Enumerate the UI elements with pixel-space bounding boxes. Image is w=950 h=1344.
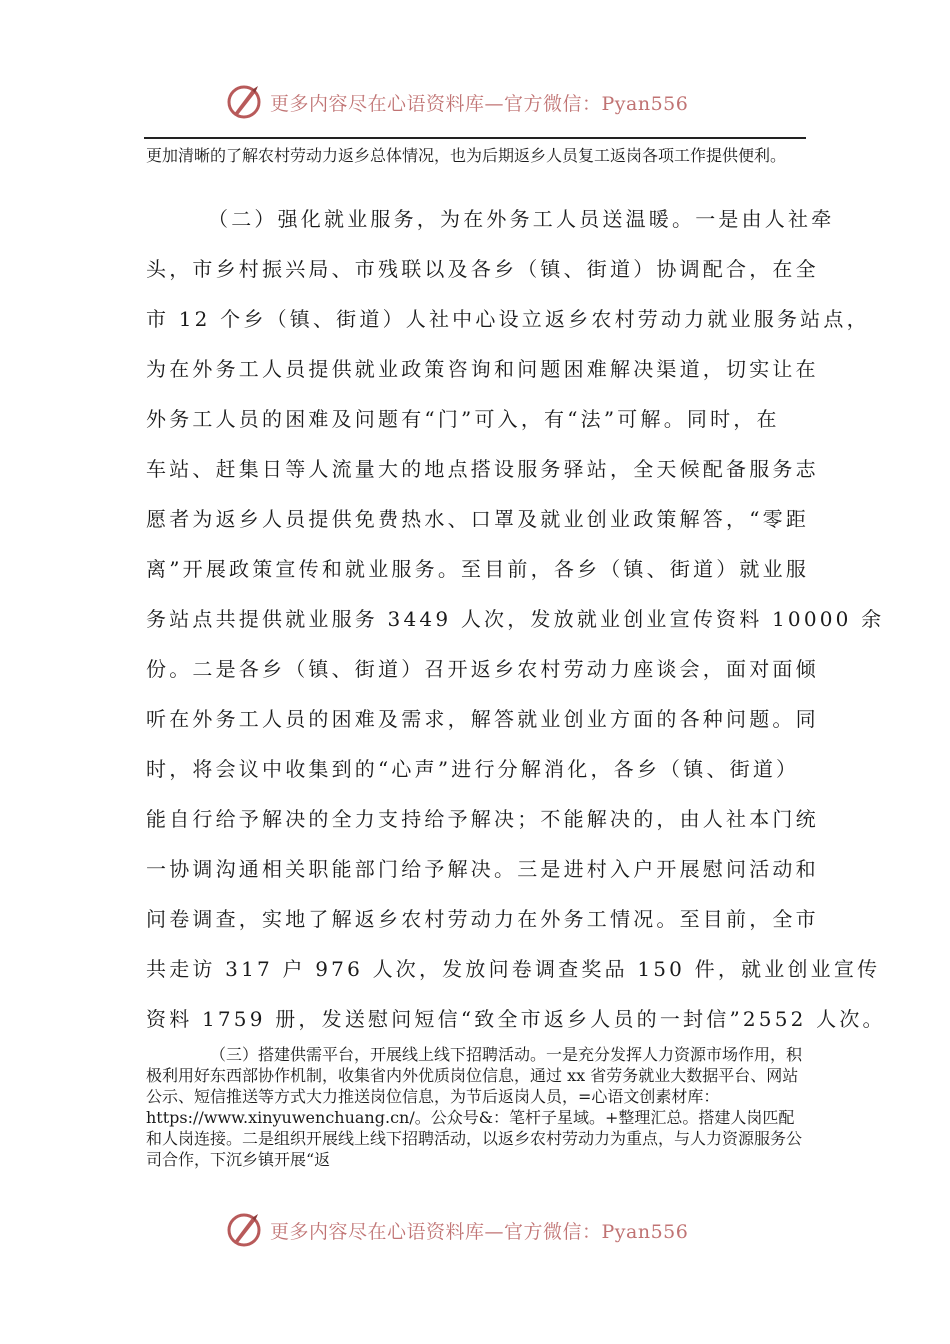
quill-pen-icon <box>224 1210 264 1250</box>
section-2-line: 一协调沟通相关职能部门给予解决。三是进村入户开展慰问活动和 <box>146 857 819 881</box>
section-2-line: 车站、赶集日等人流量大的地点搭设服务驿站，全天候配备服务志 <box>146 457 819 481</box>
section-2 <box>146 194 886 1044</box>
section-2-line: （二）强化就业服务，为在外务工人员送温暖。一是由人社牵 <box>208 207 835 231</box>
banner-text: 更多内容尽在心语资料库—官方微信：Pyan556 <box>270 1220 689 1243</box>
section-2-line: 共走访 317 户 976 人次，发放问卷调查奖品 150 件，就业创业宣传 <box>146 957 881 981</box>
section-2-line: 市 12 个乡（镇、街道）人社中心设立返乡农村劳动力就业服务站点， <box>146 307 870 331</box>
section-2-line: 份。二是各乡（镇、街道）召开返乡农村劳动力座谈会，面对面倾 <box>146 657 819 681</box>
section-2-line: 离”开展政策宣传和就业服务。至目前，各乡（镇、街道）就业服 <box>146 557 810 581</box>
section-2-line: 愿者为返乡人员提供免费热水、口罩及就业创业政策解答，“零距 <box>146 507 810 531</box>
section-2-line: 外务工人员的困难及问题有“门”可入，有“法”可解。同时，在 <box>146 407 780 431</box>
quill-pen-icon <box>224 82 264 122</box>
section-2-line: 务站点共提供就业服务 3449 人次，发放就业创业宣传资料 10000 余 <box>146 607 885 631</box>
section-3-paragraph <box>146 1044 806 1170</box>
section-2-line: 听在外务工人员的困难及需求，解答就业创业方面的各种问题。同 <box>146 707 819 731</box>
section-2-line: 时，将会议中收集到的“心声”进行分解消化，各乡（镇、街道） <box>146 757 800 781</box>
section-2-line: 资料 1759 册，发送慰问短信“致全市返乡人员的一封信”2552 人次。 <box>146 1007 886 1031</box>
section-3-text: （三）搭建供需平台，开展线上线下招聘活动。一是充分发挥人力资源市场作用，积极利用好东西部协作机制，收集省内外优质岗位信息，通过 xx 省劳务就业大数据平台、网站公示、短信推送等方式大力推送岗位信息，为节后返岗人员，=心语文创素材库：https://www.xinyuwenchuang.cn/。公众号&：笔杆子星域。+整理汇总。搭建人岗匹配和人岗连接。二是组织开展线上线下招聘活动，以返乡农村劳动力为重点，与人力资源服务公司合作，下沉乡镇开展“返 <box>146 1045 803 1169</box>
header-divider <box>144 137 806 139</box>
section-2-line: 头，市乡村振兴局、市残联以及各乡（镇、街道）协调配合，在全 <box>146 257 819 281</box>
paragraph-continuation: 更加清晰的了解农村劳动力返乡总体情况，也为后期返乡人员复工返岗各项工作提供便利。 <box>146 146 787 165</box>
header-banner <box>224 80 688 124</box>
section-2-line: 为在外务工人员提供就业政策咨询和问题困难解决渠道，切实让在 <box>146 357 819 381</box>
footer-banner <box>224 1208 688 1252</box>
banner-text: 更多内容尽在心语资料库—官方微信：Pyan556 <box>270 92 689 115</box>
section-2-line: 问卷调查，实地了解返乡农村劳动力在外务工情况。至目前，全市 <box>146 907 819 931</box>
section-2-line: 能自行给予解决的全力支持给予解决；不能解决的，由人社本门统 <box>146 807 819 831</box>
